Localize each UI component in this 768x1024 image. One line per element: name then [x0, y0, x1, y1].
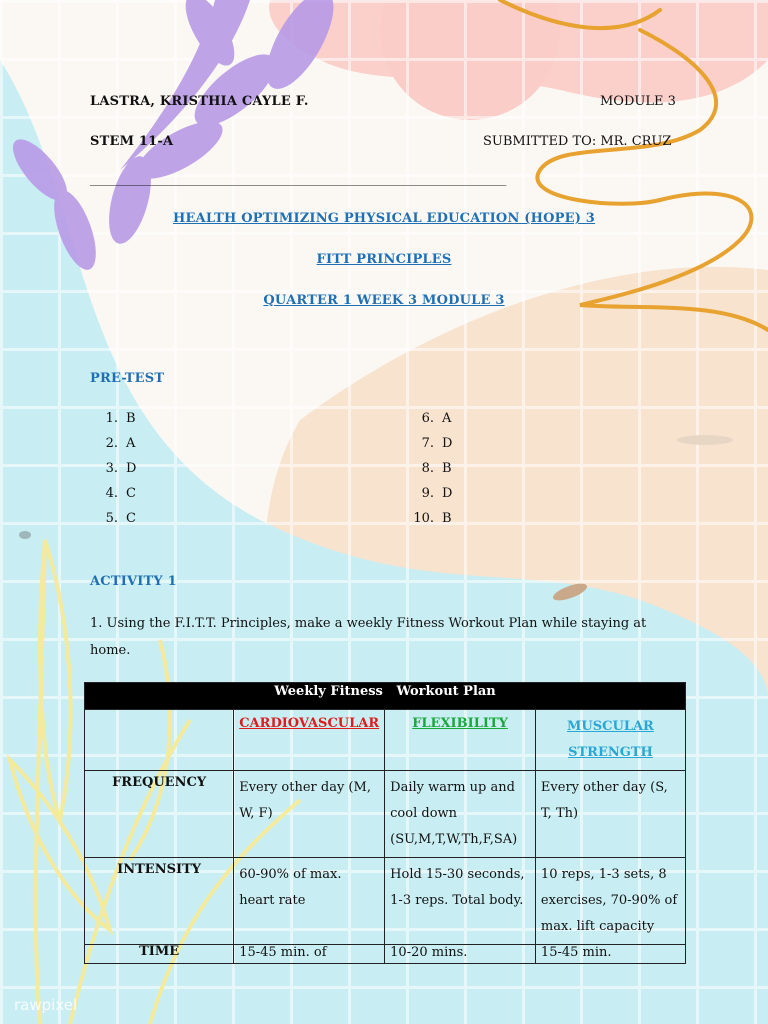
row-header-time: TIME	[85, 945, 234, 964]
table-cell: 15-45 min.	[535, 945, 685, 964]
module-label: MODULE 3	[600, 94, 676, 109]
answer-item: 9. D	[421, 486, 453, 501]
table-title: Weekly Fitness Workout Plan	[85, 683, 686, 710]
section-label: STEM 11-A	[90, 134, 174, 149]
table-header-row	[85, 710, 686, 771]
answer-item: 6. A	[421, 411, 452, 426]
workout-plan-table	[84, 682, 686, 964]
answer-item: 4. C	[105, 486, 136, 501]
answer-item: 3. D	[105, 461, 137, 476]
pretest-heading: PRE-TEST	[90, 371, 165, 386]
table-row	[85, 858, 686, 945]
table-title-row	[85, 683, 686, 710]
answer-item: 10. B	[413, 511, 452, 526]
table-row	[85, 771, 686, 858]
column-header-cardiovascular: CARDIOVASCULAR	[234, 710, 385, 771]
empty-header-cell	[85, 710, 234, 771]
pretest-answers-right	[410, 406, 452, 531]
quarter-title: QUARTER 1 WEEK 3 MODULE 3	[263, 293, 505, 308]
answer-item: 1. B	[105, 411, 136, 426]
row-header-frequency: FREQUENCY	[85, 771, 234, 858]
separator-line: _____________________________________________________________________________	[90, 172, 506, 186]
answer-item: 7. D	[421, 436, 453, 451]
table-row	[85, 945, 686, 964]
answer-item: 5. C	[105, 511, 136, 526]
table-cell: 10-20 mins.	[385, 945, 536, 964]
subject-title: HEALTH OPTIMIZING PHYSICAL EDUCATION (HOPE) 3	[172, 211, 596, 226]
answer-item: 2. A	[105, 436, 136, 451]
column-header-flexibility: FLEXIBILITY	[385, 710, 536, 771]
pretest-answers-left	[94, 406, 136, 531]
column-header-muscular-strength: MUSCULAR STRENGTH	[535, 710, 685, 771]
activity-instruction-line2: home.	[90, 643, 131, 658]
table-cell: 10 reps, 1-3 sets, 8 exercises, 70-90% of max. lift capacity	[535, 858, 685, 945]
table-cell: 15-45 min. of	[234, 945, 385, 964]
watermark: rawpixel	[14, 996, 78, 1014]
table-cell: 60-90% of max. heart rate	[234, 858, 385, 945]
student-name: LASTRA, KRISTHIA CAYLE F.	[90, 94, 309, 109]
table-cell: Every other day (S, T, Th)	[535, 771, 685, 858]
table-cell: Every other day (M, W, F)	[234, 771, 385, 858]
answer-item: 8. B	[421, 461, 452, 476]
activity-instruction-line1: 1. Using the F.I.T.T. Principles, make a weekly Fitness Workout Plan while staying at	[90, 616, 647, 631]
row-header-intensity: INTENSITY	[85, 858, 234, 945]
topic-title: FITT PRINCIPLES	[316, 252, 452, 267]
table-cell: Hold 15-30 seconds, 1-3 reps. Total body.	[385, 858, 536, 945]
submitted-to: SUBMITTED TO: MR. CRUZ	[483, 134, 672, 149]
activity-heading: ACTIVITY 1	[90, 574, 177, 589]
table-cell: Daily warm up and cool down (SU,M,T,W,Th,F,SA)	[385, 771, 536, 858]
